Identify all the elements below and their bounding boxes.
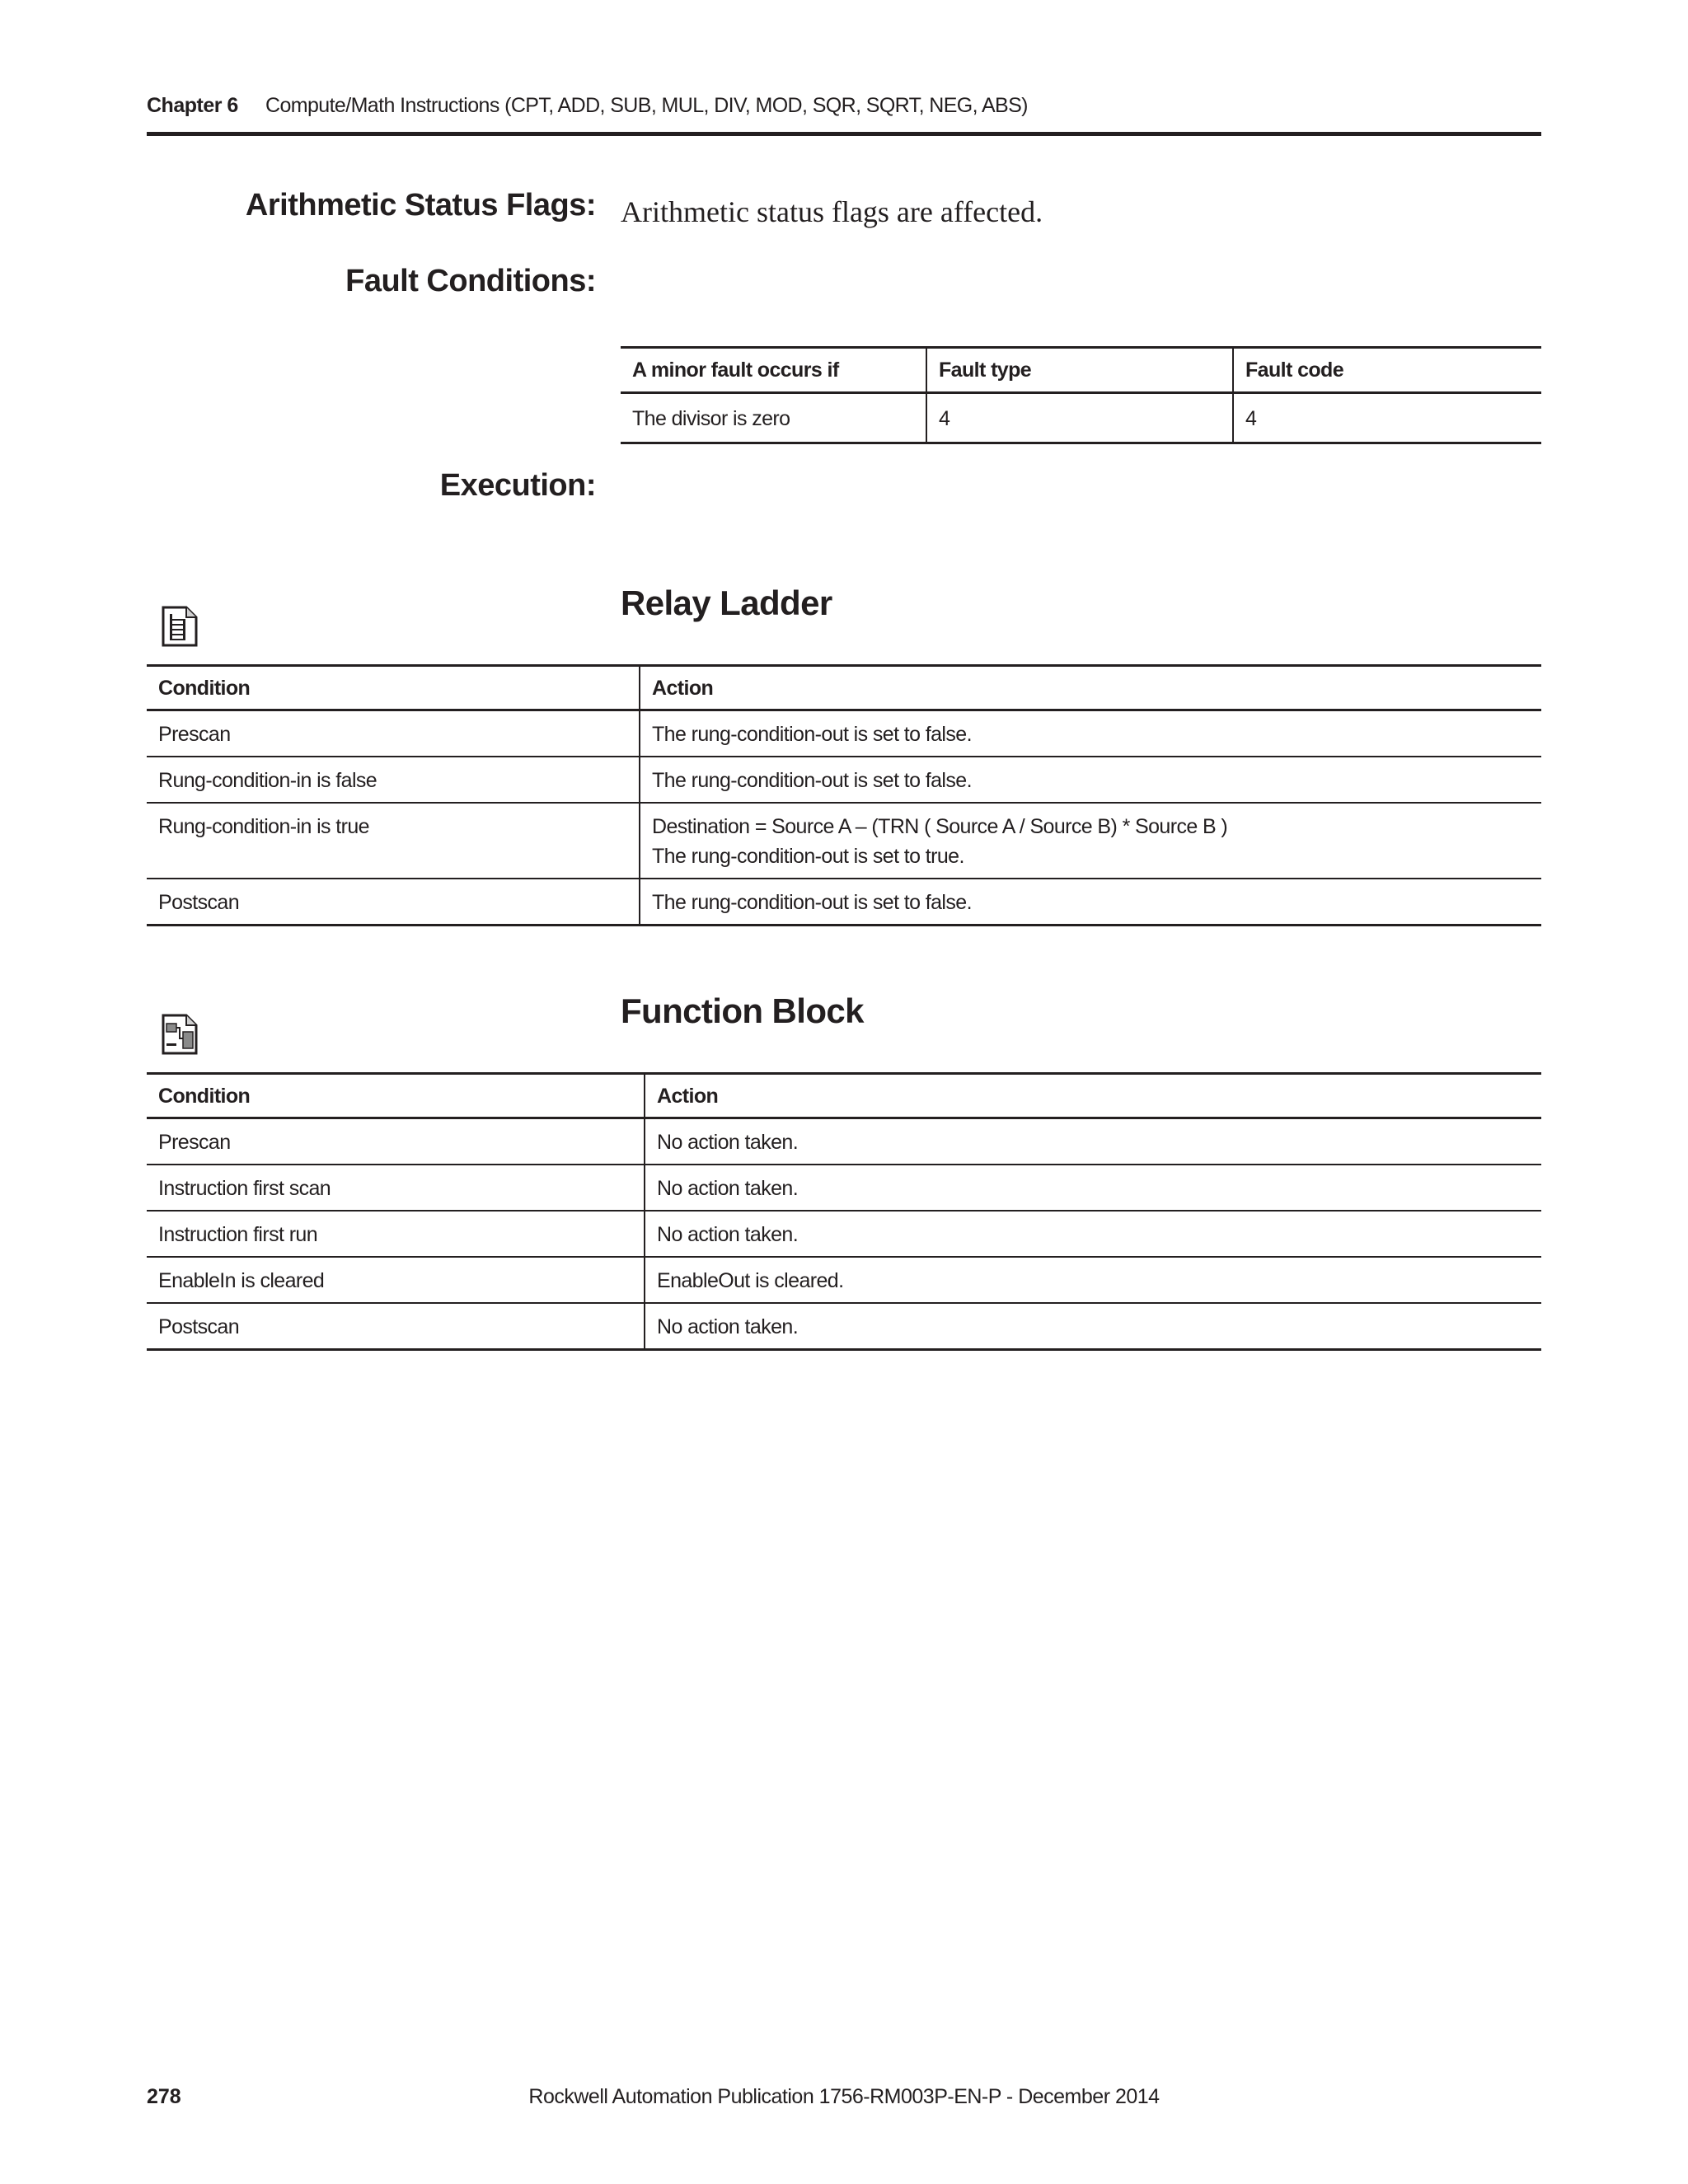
relay-ladder-icon — [162, 606, 198, 647]
page-number: 278 — [147, 2085, 181, 2108]
table-cell: Instruction first run — [147, 1211, 645, 1257]
table-row — [147, 1165, 1541, 1211]
table-row — [147, 710, 1541, 757]
table-row — [147, 1211, 1541, 1257]
action-line: The rung-condition-out is set to true. — [652, 845, 964, 868]
table-cell: The divisor is zero — [632, 407, 790, 430]
table-cell: No action taken. — [645, 1165, 1541, 1211]
table-cell: EnableIn is cleared — [147, 1257, 645, 1303]
column-header: Fault code — [1233, 348, 1541, 393]
table-cell: Prescan — [147, 1118, 645, 1165]
column-header: Condition — [147, 666, 640, 710]
table-header-row — [147, 666, 1541, 710]
table-cell: The rung-condition-out is set to false. — [640, 710, 1541, 757]
table-cell: No action taken. — [645, 1118, 1541, 1165]
relay-ladder-title: Relay Ladder — [621, 583, 832, 622]
function-block-icon — [162, 1014, 198, 1055]
table-cell: Postscan — [158, 891, 240, 914]
table-header-row — [147, 1074, 1541, 1118]
table-cell — [640, 803, 1541, 879]
function-block-title: Function Block — [621, 991, 864, 1030]
fault-conditions-label: Fault Conditions: — [345, 264, 596, 298]
publication-info: Rockwell Automation Publication 1756-RM003P-EN-P - December 2014 — [528, 2085, 1160, 2108]
function-block-table — [147, 1072, 1541, 1351]
table-row — [147, 1118, 1541, 1165]
table-cell: EnableOut is cleared. — [645, 1257, 1541, 1303]
column-header: Action — [645, 1074, 1541, 1118]
table-cell: Rung-condition-in is true — [147, 803, 640, 879]
table-cell: 4 — [926, 393, 1233, 443]
column-header: Condition — [147, 1074, 645, 1118]
chapter-label: Chapter 6 — [147, 94, 238, 117]
fault-conditions-table — [621, 346, 1541, 444]
action-line: Destination = Source A – (TRN ( Source A / Source B) * Source B ) — [652, 815, 1228, 838]
relay-ladder-table — [147, 664, 1541, 926]
table-cell: Postscan — [158, 1315, 240, 1338]
execution-label: Execution: — [439, 468, 596, 503]
table-row — [147, 1303, 1541, 1350]
table-header-row — [621, 348, 1541, 393]
table-cell: Rung-condition-in is false — [147, 757, 640, 803]
column-header: Action — [640, 666, 1541, 710]
table-cell: Instruction first scan — [147, 1165, 645, 1211]
table-row — [147, 879, 1541, 926]
column-header: Fault type — [926, 348, 1233, 393]
arithmetic-status-text: Arithmetic status flags are affected. — [621, 195, 1043, 228]
table-row — [147, 803, 1541, 879]
table-row — [147, 757, 1541, 803]
table-row — [621, 393, 1541, 443]
table-cell: 4 — [1233, 393, 1541, 443]
table-row — [147, 1257, 1541, 1303]
table-cell: The rung-condition-out is set to false. — [640, 757, 1541, 803]
table-cell: The rung-condition-out is set to false. — [640, 879, 1541, 926]
table-cell: Prescan — [147, 710, 640, 757]
table-cell: No action taken. — [645, 1303, 1541, 1350]
column-header: A minor fault occurs if — [621, 348, 926, 393]
table-cell: No action taken. — [645, 1211, 1541, 1257]
chapter-title: Compute/Math Instructions (CPT, ADD, SUB, MUL, DIV, MOD, SQR, SQRT, NEG, ABS) — [265, 94, 1028, 117]
arithmetic-status-label: Arithmetic Status Flags: — [245, 188, 596, 223]
header-rule — [147, 132, 1541, 136]
